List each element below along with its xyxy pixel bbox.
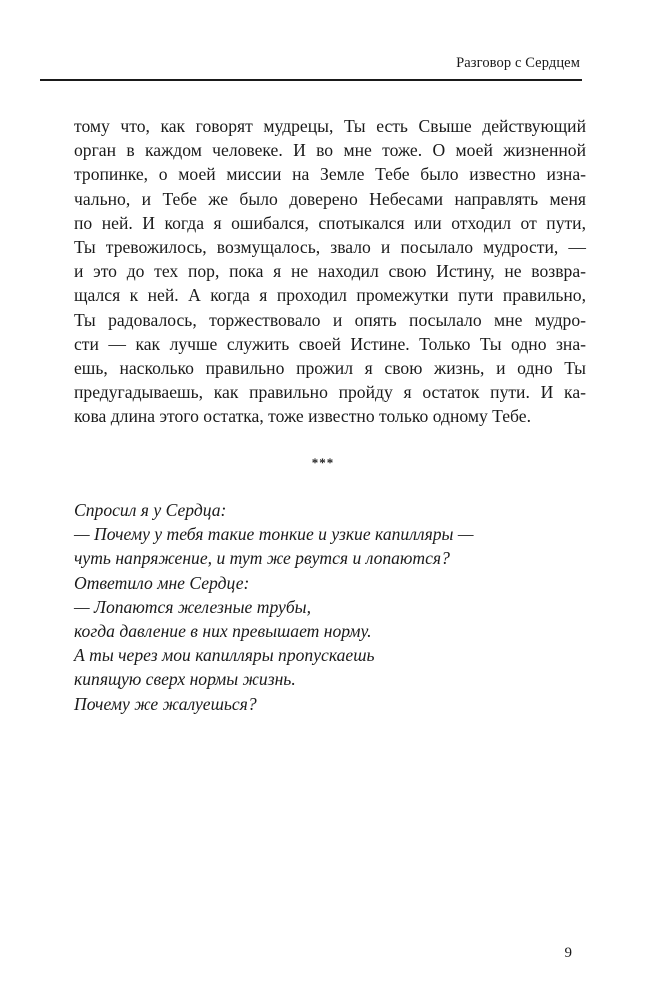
verse-line: Спросил я у Сердца: (74, 500, 227, 520)
verse-line: — Почему у тебя такие тонкие и узкие капилляры — (74, 524, 474, 545)
paragraph-line: ешь, насколько правильно прожил я свою жизнь, и одно Ты (74, 358, 586, 379)
verse-line: А ты через мои капилляры пропускаешь (74, 645, 375, 666)
body-paragraph (74, 114, 586, 429)
paragraph-line: и это до тех пор, пока я не находил свою Истину, не возвра- (74, 261, 586, 282)
paragraph-line: чально, и Тебе же было доверено Небесами направлять меня (74, 188, 586, 209)
page-number: 9 (564, 945, 572, 961)
verse-line: чуть напряжение, и тут же рвутся и лопаются? (74, 548, 450, 569)
paragraph-line: сти — как лучше служить своей Истине. Только Ты одно зна- (74, 333, 586, 354)
paragraph-line: предугадываешь, как правильно пройду я остаток пути. И ка- (74, 382, 586, 403)
paragraph-line: Ты радовалось, торжествовало и опять посылало мне мудро- (74, 309, 586, 330)
verse-block (74, 498, 474, 716)
verse-line: Почему же жалуешься? (74, 693, 257, 714)
paragraph-line: орган в каждом человеке. И во мне тоже. О моей жизненной (74, 140, 586, 161)
paragraph-line: кова длина этого остатка, тоже известно только одному Тебе. (74, 406, 531, 427)
header-rule (40, 79, 582, 81)
paragraph-line: тропинке, о моей миссии на Земле Тебе было известно изна- (74, 164, 586, 185)
paragraph-line: тому что, как говорят мудрецы, Ты есть Свыше действующий (74, 116, 586, 136)
verse-line: когда давление в них превышает норму. (74, 621, 372, 642)
running-head: Разговор с Сердцем (456, 55, 580, 71)
verse-line: кипящую сверх нормы жизнь. (74, 669, 296, 690)
paragraph-line: щался к ней. А когда я проходил промежутки пути правильно, (74, 285, 586, 306)
verse-line: Ответило мне Сердце: (74, 572, 250, 593)
verse-line: — Лопаются железные трубы, (74, 596, 311, 617)
paragraph-line: Ты тревожилось, возмущалось, звало и посылало мудрости, — (74, 237, 586, 258)
section-separator: *** (311, 455, 335, 470)
paragraph-line: по ней. И когда я ошибался, спотыкался или отходил от пути, (74, 212, 586, 233)
